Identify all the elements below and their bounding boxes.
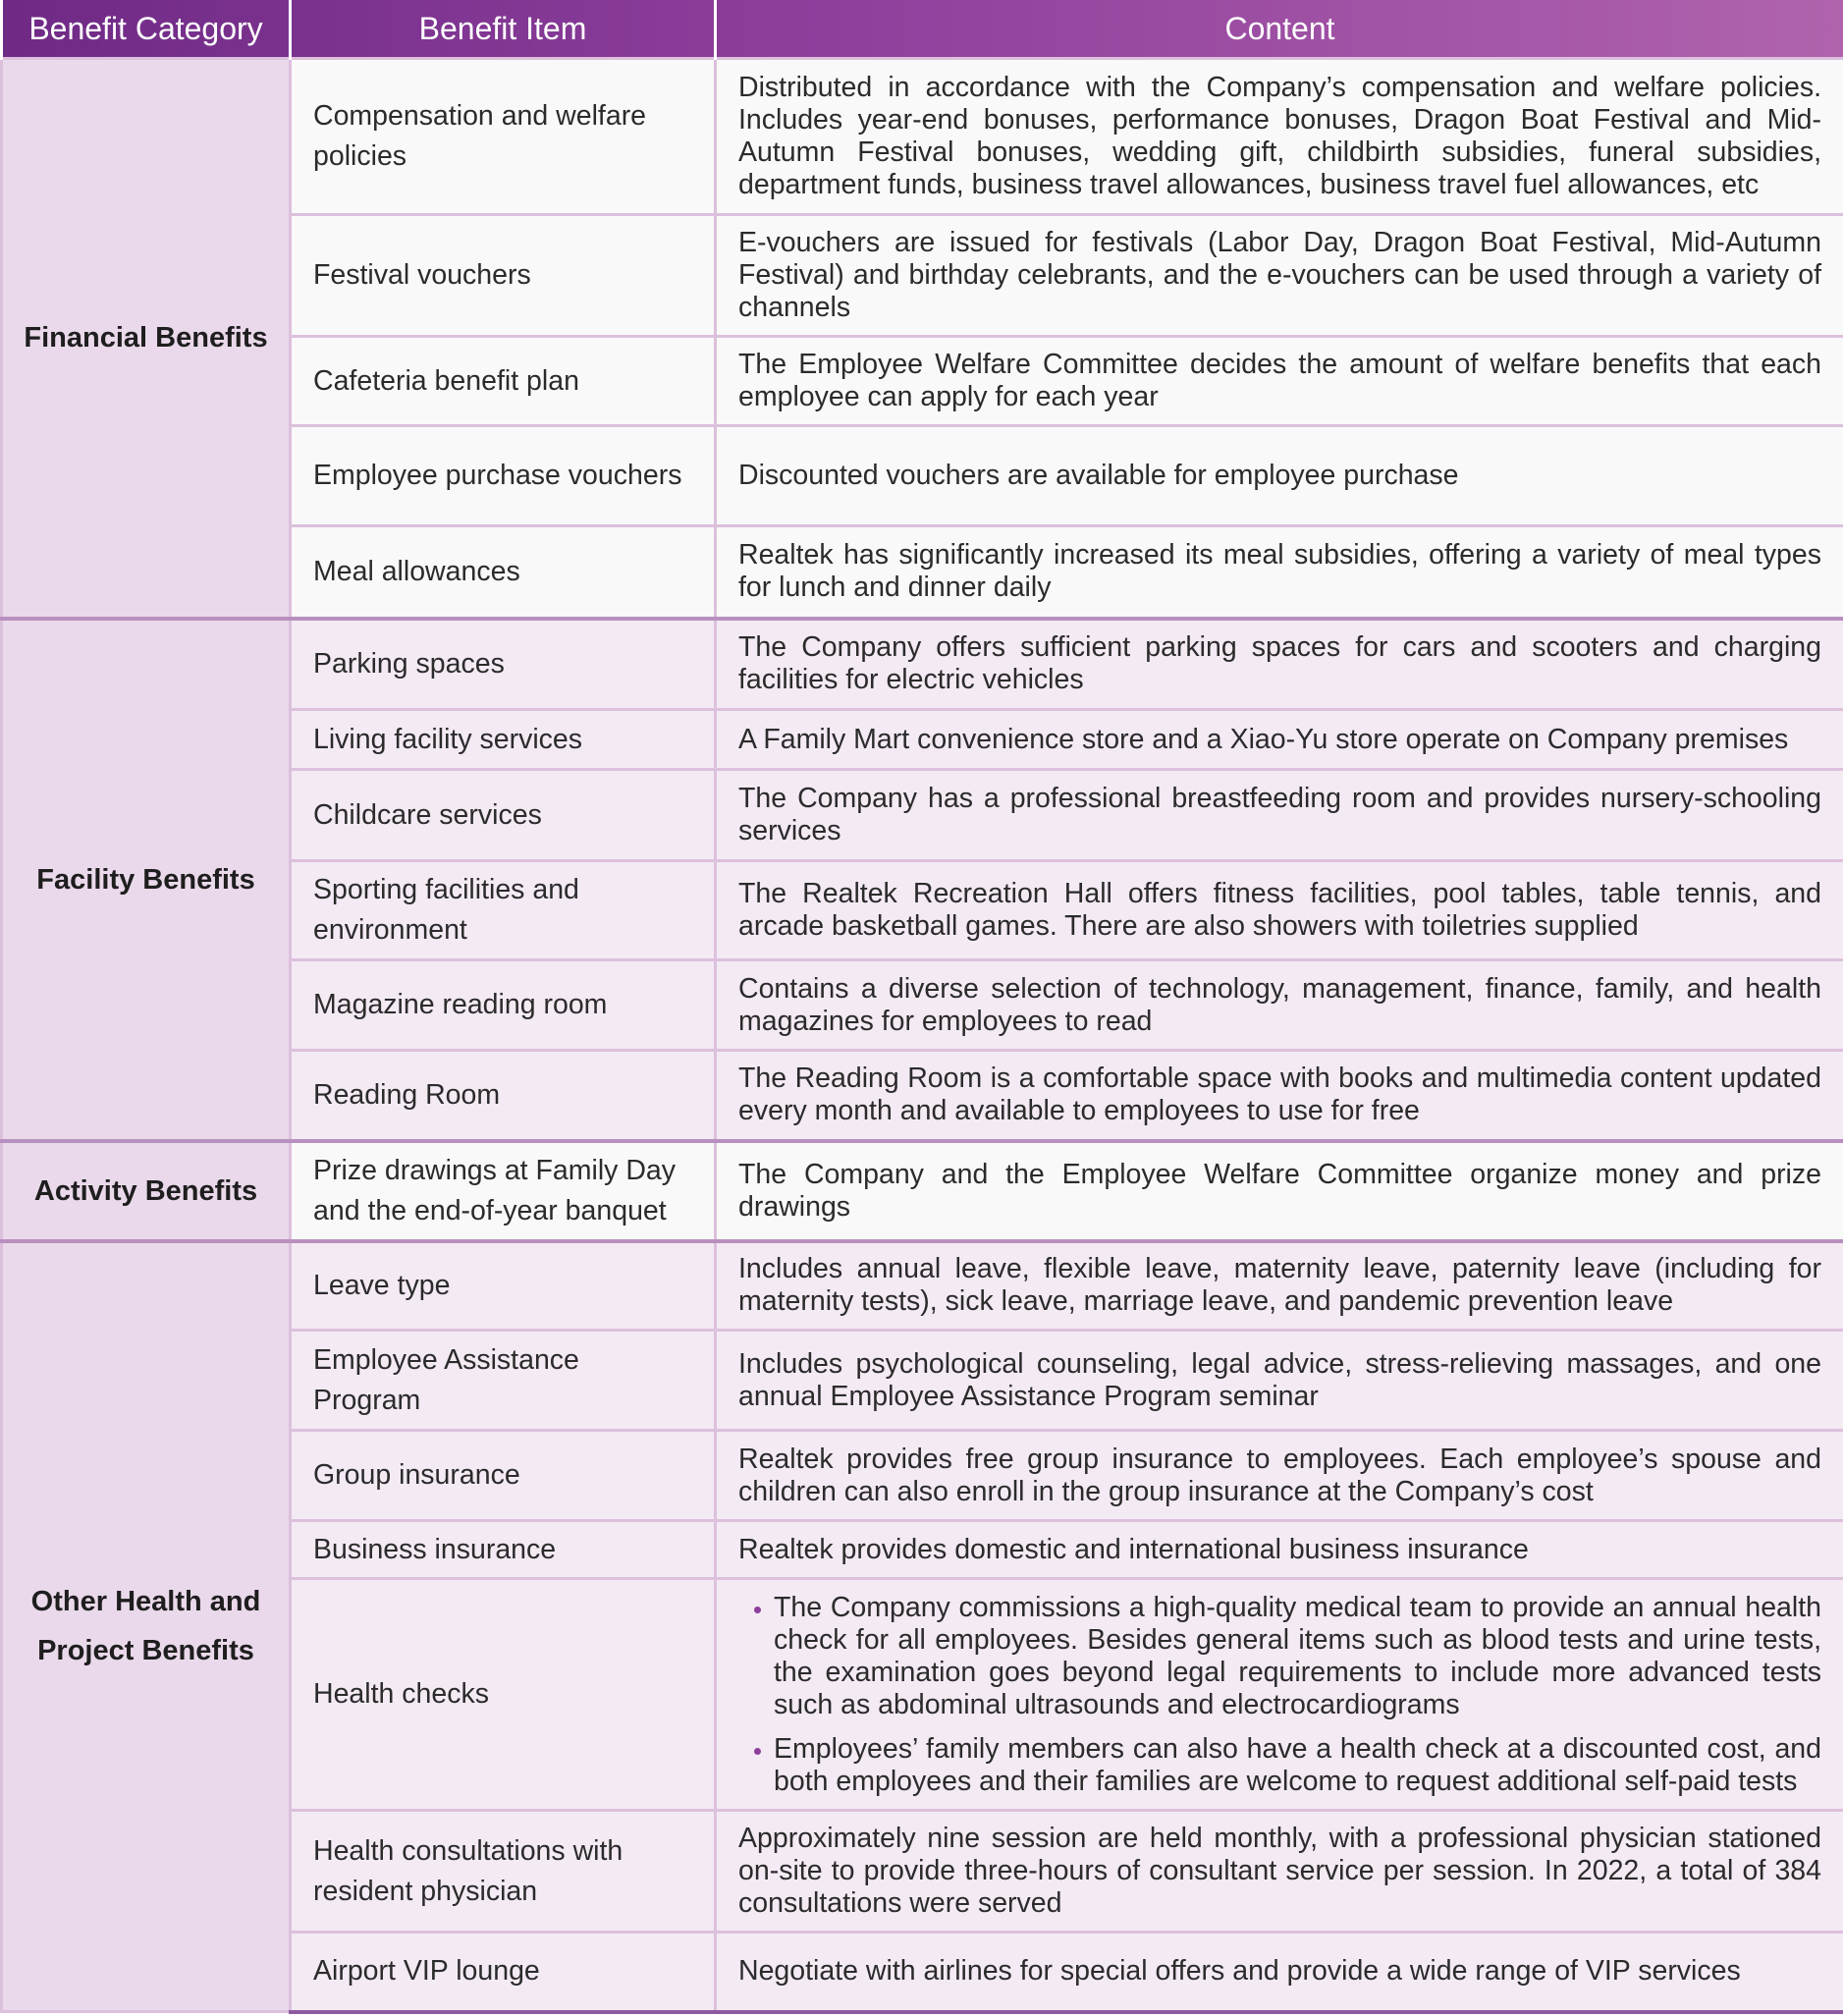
benefit-content-cell: The Company offers sufficient parking spaces for cars and scooters and charging facilities for electric vehicles <box>716 619 1843 710</box>
benefit-item-cell: Magazine reading room <box>291 960 716 1051</box>
benefit-item-cell: Living facility services <box>291 710 716 770</box>
benefit-item-cell: Business insurance <box>291 1521 716 1579</box>
benefit-content-cell: Realtek has significantly increased its meal subsidies, offering a variety of meal types for lunch and dinner daily <box>716 526 1843 619</box>
table-row <box>2 1141 1843 1241</box>
benefit-content-cell: E-vouchers are issued for festivals (Labor Day, Dragon Boat Festival, Mid-Autumn Festival) and birthday celebrants, and the e-vouchers can be used through a variety of channels <box>716 215 1843 337</box>
group-facility-benefits <box>2 619 1843 1141</box>
benefit-content-cell: Negotiate with airlines for special offers and provide a wide range of VIP services <box>716 1933 1843 2012</box>
benefit-item-cell: Meal allowances <box>291 526 716 619</box>
benefit-content-cell: Includes annual leave, flexible leave, maternity leave, paternity leave (including for maternity tests), sick leave, marriage leave, and pandemic prevention leave <box>716 1241 1843 1331</box>
benefit-content-cell: Discounted vouchers are available for employee purchase <box>716 426 1843 526</box>
header-row <box>2 0 1843 59</box>
table-header <box>2 0 1843 59</box>
bullet-item: • The Company commissions a high-quality medical team to provide an annual health check for all employees. Besides general items such as blood tests and urine tests, the examination goes beyond legal requirements to include more advanced tests such as abdominal ultrasounds and electrocardiograms <box>774 1592 1821 1721</box>
benefit-item-cell: Group insurance <box>291 1431 716 1521</box>
health-checks-bullet-list <box>738 1592 1821 1798</box>
header-content: Content <box>716 0 1843 59</box>
benefit-content-cell: The Company has a professional breastfeeding room and provides nursery-schooling services <box>716 770 1843 861</box>
benefit-content-cell: The Realtek Recreation Hall offers fitness facilities, pool tables, table tennis, and arcade basketball games. There are also showers with toiletries supplied <box>716 861 1843 960</box>
benefit-content-cell: Realtek provides domestic and international business insurance <box>716 1521 1843 1579</box>
table-row <box>2 1241 1843 1331</box>
benefit-content-cell: Approximately nine session are held monthly, with a professional physician stationed on-site to provide three-hours of consultant service per session. In 2022, a total of 384 consultations were served <box>716 1811 1843 1933</box>
header-benefit-category: Benefit Category <box>2 0 291 59</box>
category-cell: Other Health and Project Benefits <box>2 1241 291 2012</box>
bullet-item: • Employees’ family members can also have a health check at a discounted cost, and both employees and their families are welcome to request additional self-paid tests <box>774 1733 1821 1798</box>
benefit-item-cell: Leave type <box>291 1241 716 1331</box>
benefit-content-cell: Realtek provides free group insurance to employees. Each employee’s spouse and children can also enroll in the group insurance at the Company’s cost <box>716 1431 1843 1521</box>
group-other-health-benefits <box>2 1241 1843 2012</box>
group-financial-benefits <box>2 59 1843 619</box>
benefit-item-cell: Compensation and welfare policies <box>291 59 716 215</box>
benefit-content-cell: The Reading Room is a comfortable space with books and multimedia content updated every month and available to employees to use for free <box>716 1051 1843 1141</box>
benefit-item-cell: Childcare services <box>291 770 716 861</box>
benefit-content-cell: The Company and the Employee Welfare Committee organize money and prize drawings <box>716 1141 1843 1241</box>
category-cell: Financial Benefits <box>2 59 291 619</box>
benefit-item-cell: Festival vouchers <box>291 215 716 337</box>
benefit-content-cell: Includes psychological counseling, legal advice, stress-relieving massages, and one annual Employee Assistance Program seminar <box>716 1331 1843 1431</box>
header-benefit-item: Benefit Item <box>291 0 716 59</box>
category-cell: Activity Benefits <box>2 1141 291 1241</box>
benefit-item-cell: Employee Assistance Program <box>291 1331 716 1431</box>
benefit-item-cell: Health checks <box>291 1579 716 1811</box>
benefit-item-cell: Sporting facilities and environment <box>291 861 716 960</box>
benefit-content-cell: The Employee Welfare Committee decides the amount of welfare benefits that each employee can apply for each year <box>716 337 1843 426</box>
benefit-item-cell: Reading Room <box>291 1051 716 1141</box>
benefit-content-cell: Contains a diverse selection of technology, management, finance, family, and health magazines for employees to read <box>716 960 1843 1051</box>
category-cell: Facility Benefits <box>2 619 291 1141</box>
benefit-item-cell: Parking spaces <box>291 619 716 710</box>
benefit-item-cell: Employee purchase vouchers <box>291 426 716 526</box>
table-row <box>2 59 1843 215</box>
benefit-content-cell: A Family Mart convenience store and a Xiao-Yu store operate on Company premises <box>716 710 1843 770</box>
benefit-content-cell: Distributed in accordance with the Company’s compensation and welfare policies. Includes year-end bonuses, performance bonuses, Dragon Boat Festival and Mid-Autumn Festival bonuses, wedding gift, childbirth subsidies, funeral subsidies, department funds, business travel allowances, business travel fuel allowances, etc <box>716 59 1843 215</box>
benefit-item-cell: Cafeteria benefit plan <box>291 337 716 426</box>
benefit-item-cell: Airport VIP lounge <box>291 1933 716 2012</box>
group-activity-benefits <box>2 1141 1843 1241</box>
benefit-content-cell <box>716 1579 1843 1811</box>
benefit-item-cell: Prize drawings at Family Day and the end-of-year banquet <box>291 1141 716 1241</box>
benefit-item-cell: Health consultations with resident physician <box>291 1811 716 1933</box>
table-row <box>2 619 1843 710</box>
